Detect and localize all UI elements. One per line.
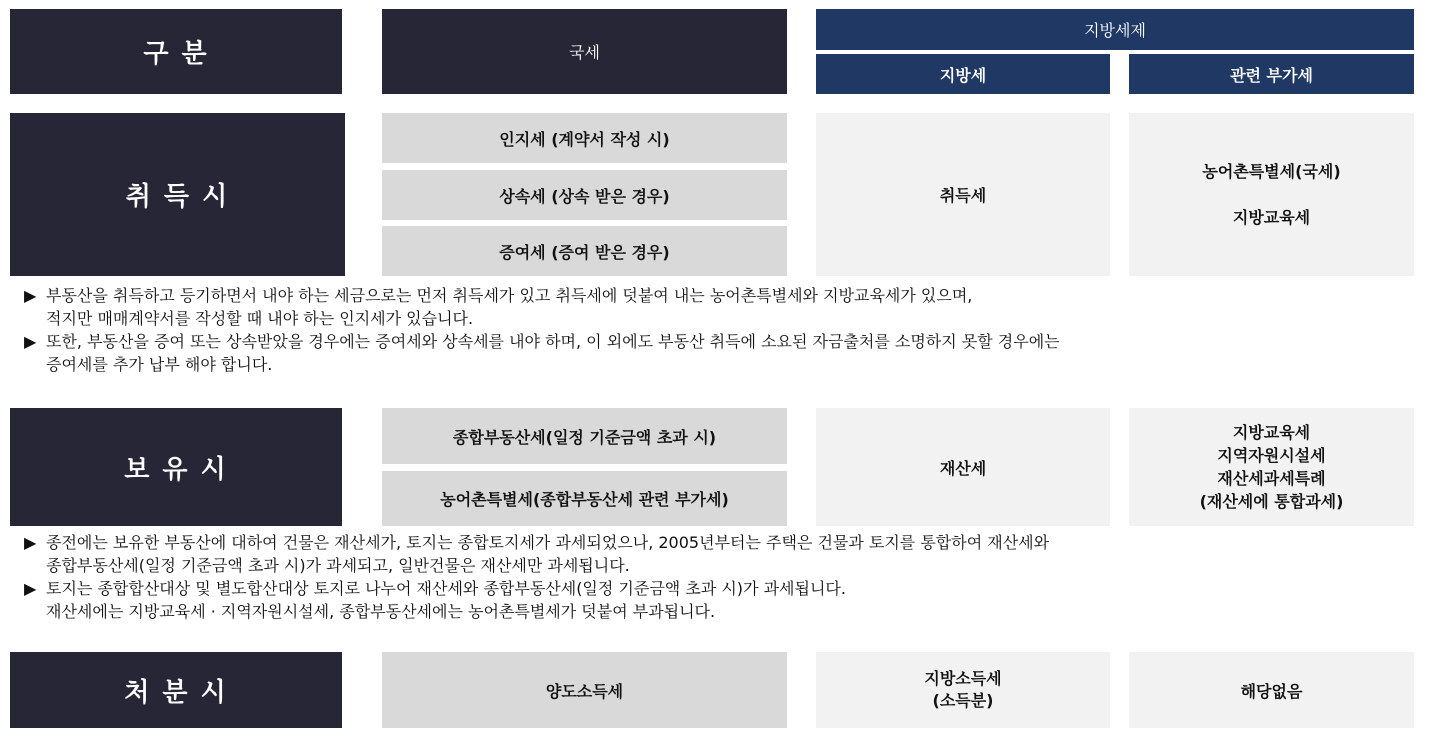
- holding-national-tax-item: 농어촌특별세(종합부동산세 관련 부가세): [382, 471, 787, 526]
- holding-surtax: 지방교육세 지역자원시설세 재산세과세특례 (재산세에 통합과세): [1129, 408, 1414, 526]
- bullet-arrow-icon: ▶: [24, 286, 37, 305]
- holding-label: 보 유 시: [10, 408, 342, 526]
- header-local-tax-system: 지방세제: [816, 9, 1414, 50]
- acquisition-national-tax-item: 상속세 (상속 받은 경우): [382, 170, 787, 220]
- acquisition-label: 취 득 시: [10, 113, 345, 276]
- note-line: ▶ 또한, 부동산을 증여 또는 상속받았을 경우에는 증여세와 상속세를 내야 하며, 이 외에도 부동산 취득에 소요된 자금출처를 소명하지 못할 경우에는: [24, 332, 1060, 351]
- note-line: ▶ 부동산을 취득하고 등기하면서 내야 하는 세금으로는 먼저 취득세가 있고 취득세에 덧붙여 내는 농어촌특별세와 지방교육세가 있으며,: [24, 286, 973, 305]
- disposal-national-tax: 양도소득세: [382, 652, 787, 728]
- note-line: ▶ 토지는 종합합산대상 및 별도합산대상 토지로 나누어 재산세와 종합부동산세(일정 기준금액 초과 시)가 과세됩니다.: [24, 579, 846, 598]
- acquisition-notes: [24, 284, 1204, 376]
- bullet-arrow-icon: ▶: [24, 579, 37, 598]
- holding-notes: [24, 531, 1204, 623]
- holding-national-tax-item: 종합부동산세(일정 기준금액 초과 시): [382, 408, 787, 464]
- disposal-surtax: 해당없음: [1129, 652, 1414, 728]
- note-line: 재산세에는 지방교육세 · 지역자원시설세, 종합부동산세에는 농어촌특별세가 덧붙여 부과됩니다.: [46, 602, 716, 621]
- bullet-arrow-icon: ▶: [24, 332, 37, 351]
- header-local-tax: 지방세: [816, 54, 1110, 94]
- acquisition-local-tax: 취득세: [816, 113, 1110, 276]
- acquisition-national-tax-item: 증여세 (증여 받은 경우): [382, 226, 787, 276]
- note-line: 증여세를 추가 납부 해야 합니다.: [46, 355, 273, 374]
- header-surtax: 관련 부가세: [1129, 54, 1414, 94]
- disposal-label: 처 분 시: [10, 652, 342, 728]
- acquisition-national-tax-item: 인지세 (계약서 작성 시): [382, 113, 787, 163]
- acquisition-surtax: 농어촌특별세(국세) 지방교육세: [1129, 113, 1414, 276]
- header-national-tax: 국세: [382, 9, 787, 94]
- disposal-local-tax: 지방소득세 (소득분): [816, 652, 1110, 728]
- header-category: 구 분: [10, 9, 342, 94]
- bullet-arrow-icon: ▶: [24, 533, 37, 552]
- holding-local-tax: 재산세: [816, 408, 1110, 526]
- note-line: 적지만 매매계약서를 작성할 때 내야 하는 인지세가 있습니다.: [46, 309, 474, 328]
- note-line: 종합부동산세(일정 기준금액 초과 시)가 과세되고, 일반건물은 재산세만 과세됩니다.: [46, 556, 630, 575]
- note-line: ▶ 종전에는 보유한 부동산에 대하여 건물은 재산세가, 토지는 종합토지세가 과세되었으나, 2005년부터는 주택은 건물과 토지를 통합하여 재산세와: [24, 533, 1050, 552]
